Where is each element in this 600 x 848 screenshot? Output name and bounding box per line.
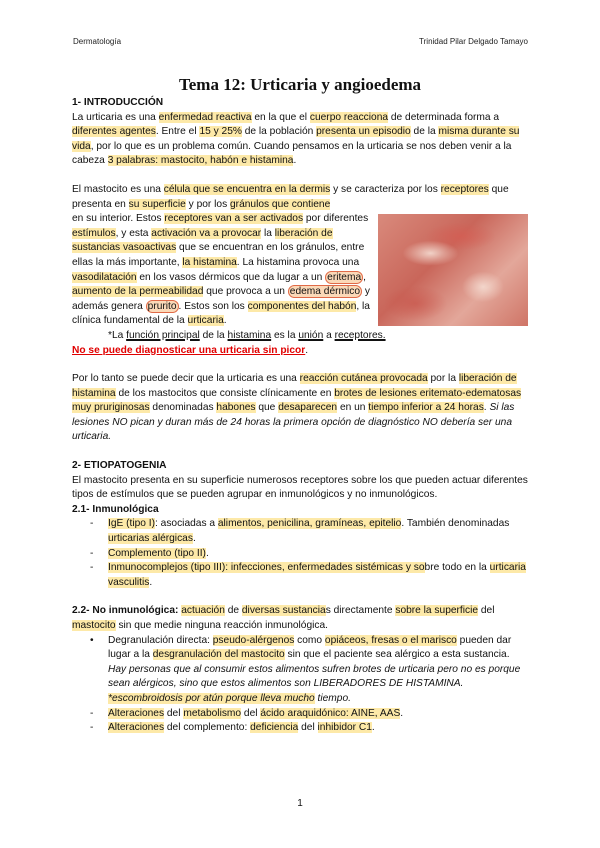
- histamine-note: *La función principal de la histamina es la unión a receptores.: [108, 329, 386, 341]
- header-author: Trinidad Pilar Delgado Tamayo: [419, 37, 528, 46]
- urticaria-skin-photo: [378, 214, 528, 326]
- list-item: - Alteraciones del metabolismo del ácido araquidónico: AINE, AAS.: [108, 707, 528, 722]
- intro-paragraph-2: El mastocito es una célula que se encuentra en la dermis y se caracteriza por los receptores que presenta en su superficie y por los gránulos que contiene: [72, 183, 509, 210]
- document-body: 1- INTRODUCCIÓN La urticaria es una enfermedad reactiva en la que el cuerpo reacciona de determinada forma a diferentes agentes. Entre el 15 y 25% de la población presenta un episodio de la misma durante su vida, por lo que es un problema común. Cuando pensamos en la urticaria se nos deben venir a la cabeza 3 palabras: mastocito, habón e histamina. El mastocito es una célula que se encuentra en la dermis y se caracteriza por los receptores que presenta en su superficie y por los gránulos que contiene en su interior. Estos receptores van a ser activados por diferentes estímulos, y esta activación va a provocar la liberación de sustancias vasoactivas que se encuentran en los gránulos, entre ellas la más importante, la histamina. La histamina provoca una vasodilatación en los vasos dérmicos que da lugar a un eritema , aumento de la permeabilidad que provoca a un edema dérmico y además genera prurito . Estos son los componentes del habón, la clínica fundamental de la urticaria. *La función principal de la histamina es la unión a receptores. No se puede diagnosticar una urticaria sin picor. Por lo tanto se puede decir que la urticaria es una reacción cutánea provocada por la liberación de histamina de los mastocitos que consiste clínicamente en brotes de lesiones eritemato-edematosas muy pruriginosas denominadas habones que desaparecen en un tiempo inferior a 24 horas. Si las lesiones NO pican y duran más de 24 horas la primera opción de diagnóstico NO debería ser una urticaria. 2- ETIOPATOGENIA El mastocito presenta en su superficie numerosos receptores sobre los que pueden actuar diferentes tipos de estímulos que se pueden agrupar en inmunológicos y no inmunológicos. 2.1- Inmunológica - IgE (tipo I): asociadas a alimentos, penicilina, gramíneas, epitelio. También denominadas urticarias alérgicas. - Complemento (tipo II). - Inmunocomplejos (tipo III): infecciones, enfermedades sistémicas y sobre todo en la urticaria vasculitis. 2.2- No inmunológica: actuación de diversas sustancias directamente sobre la superficie del mastocito sin que medie ninguna reacción inmunológica. • Degranulación directa: pseudo-alérgenos como opiáceos, fresas o el marisco pueden dar lugar a la desgranulación del mastocito sin que el paciente sea alérgico a esta sustancia. Hay personas que al consumir estos alimentos sufren brotes de urticaria pero no es porque sean alérgicos, sino que estos alimentos son LIBERADORES DE HISTAMINA. *escombroidosis por atún porque lleva mucho tiempo. - Alteraciones del metabolismo del ácido araquidónico: AINE, AAS. - Alteraciones del complemento: deficiencia del inhibidor C1.: [72, 96, 528, 736]
- subsection-heading-non-immunological: 2.2- No inmunológica:: [72, 605, 179, 617]
- metabolic-list: [72, 707, 528, 736]
- immunological-list: [72, 517, 528, 590]
- header-subject: Dermatología: [73, 37, 122, 46]
- page-number: 1: [297, 798, 303, 809]
- non-immunological-list: [72, 634, 528, 707]
- list-item: - Alteraciones del complemento: deficiencia del inhibidor C1.: [108, 721, 528, 736]
- section-heading-intro: 1- INTRODUCCIÓN: [72, 97, 164, 108]
- list-item: - Inmunocomplejos (tipo III): infecciones, enfermedades sistémicas y sobre todo en la urticaria vasculitis.: [108, 561, 528, 590]
- subsection-heading-immunological: 2.1- Inmunológica: [72, 503, 159, 515]
- page-title: Tema 12: Urticaria y angioedema: [178, 75, 422, 94]
- list-item: - Complemento (tipo II).: [108, 547, 528, 562]
- list-item: - IgE (tipo I): asociadas a alimentos, penicilina, gramíneas, epitelio. También denominadas urticarias alérgicas.: [108, 517, 528, 546]
- section-heading-etiopatogenia: 2- ETIOPATOGENIA: [72, 460, 167, 472]
- etio-paragraph: El mastocito presenta en su superficie numerosos receptores sobre los que pueden actuar diferentes tipos de estímulos que se pueden agrupar en inmunológicos y no inmunológicos.: [72, 474, 528, 501]
- intro-paragraph-3: Por lo tanto se puede decir que la urticaria es una reacción cutánea provocada por la liberación de histamina de los mastocitos que consiste clínicamente en brotes de lesiones eritemato-edematosas muy pruriginosas denominadas habones que desaparecen en un tiempo inferior a 24 horas. Si las lesiones NO pican y duran más de 24 horas la primera opción de diagnóstico NO debería ser una urticaria.: [72, 373, 522, 443]
- intro-paragraph-1: La urticaria es una enfermedad reactiva en la que el cuerpo reacciona de determinada forma a diferentes agentes. Entre el 15 y 25% de la población presenta un episodio de la misma durante su vida, por lo que es un problema común. Cuando pensamos en la urticaria se nos deben venir a la cabeza 3 palabras: mastocito, habón e histamina.: [72, 111, 520, 167]
- list-item: • Degranulación directa: pseudo-alérgenos como opiáceos, fresas o el marisco pueden dar lugar a la desgranulación del mastocito sin que el paciente sea alérgico a esta sustancia. Hay personas que al consumir estos alimentos sufren brotes de urticaria pero no es porque sean alérgicos, sino que estos alimentos son LIBERADORES DE HISTAMINA. *escombroidosis por atún porque lleva mucho tiempo.: [108, 634, 528, 707]
- diagnosis-warning: No se puede diagnosticar una urticaria sin picor.: [72, 344, 309, 356]
- non-immunological-intro: 2.2- No inmunológica: actuación de diversas sustancias directamente sobre la superficie del mastocito sin que medie ninguna reacción inmunológica.: [72, 605, 495, 631]
